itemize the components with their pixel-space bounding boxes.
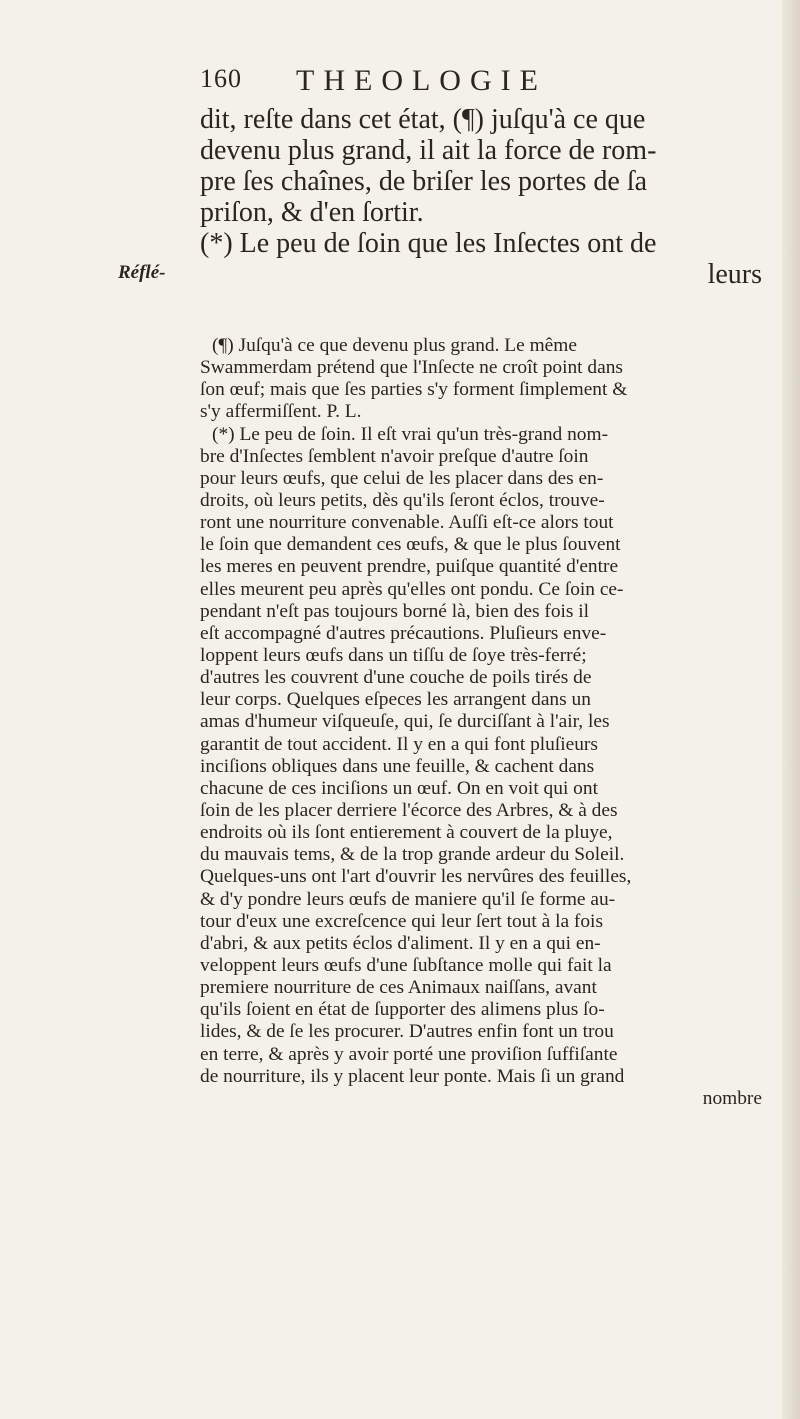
footnote-line: premiere nourriture de ces Animaux naiſſans, avant (200, 977, 597, 999)
footnote-line: tour d'eux une excreſcence qui leur ſert tout à la fois (200, 910, 603, 932)
catchword: leurs (707, 259, 762, 290)
footnote-line: elles meurent peu après qu'elles ont pondu. Ce ſoin ce- (200, 578, 624, 600)
footnote-line: pour leurs œufs, que celui de les placer dans des en- (200, 467, 604, 489)
footnote-line: veloppent leurs œufs d'une ſubſtance molle qui fait la (200, 954, 612, 976)
footnote-line: eſt accompagné d'autres précautions. Pluſieurs enve- (200, 622, 607, 644)
main-text (200, 104, 762, 290)
footnote-line: ſon œuf; mais que ſes parties s'y forment ſimplement & (200, 379, 628, 401)
footnote-line: en terre, & après y avoir porté une proviſion ſuffiſante (200, 1043, 618, 1065)
running-title: THEOLOGIE (296, 64, 547, 97)
footnote-line: droits, où leurs petits, dès qu'ils ſeront éclos, trouve- (200, 489, 605, 511)
footnote-line: garantit de tout accident. Il y en a qui font pluſieurs (200, 733, 598, 755)
main-text-line: priſon, & d'en ſortir. (200, 197, 424, 228)
footnote-line: d'abri, & aux petits éclos d'aliment. Il y en a qui en- (200, 932, 601, 954)
footnote-line: pendant n'eſt pas toujours borné là, bien des fois il (200, 600, 590, 622)
footnote-line: chacune de ces inciſions un œuf. On en voit qui ont (200, 777, 598, 799)
main-text-line: dit, reſte dans cet état, (¶) juſqu'à ce que (200, 104, 646, 135)
main-text-line: pre ſes chaînes, de briſer les portes de ſa (200, 166, 648, 197)
footnote-line: & d'y pondre leurs œufs de maniere qu'il ſe forme au- (200, 888, 616, 910)
footnote-line: Quelques-uns ont l'art d'ouvrir les nervûres des feuilles, (200, 866, 632, 888)
main-text-line: devenu plus grand, il ait la force de rom- (200, 135, 657, 166)
footnote-line: de nourriture, ils y placent leur ponte. Mais ſi un grand (200, 1065, 625, 1087)
footnote-line: bre d'Inſectes ſemblent n'avoir preſque d'autre ſoin (200, 445, 589, 467)
footnote-line: endroits où ils ſont entierement à couvert de la pluye, (200, 822, 613, 844)
page-header (200, 64, 760, 98)
margin-note: Réflé- (118, 262, 166, 283)
catchword: nombre (702, 1087, 762, 1109)
footnote-line: ſoin de les placer derriere l'écorce des Arbres, & à des (200, 799, 618, 821)
footnote-line: inciſions obliques dans une feuille, & cachent dans (200, 755, 595, 777)
footnotes (200, 335, 762, 1110)
footnote-line: amas d'humeur viſqueuſe, qui, ſe durciſſant à l'air, les (200, 711, 610, 733)
footnote-line: ront une nourriture convenable. Auſſi eſt-ce alors tout (200, 512, 614, 534)
footnote-line: du mauvais tems, & de la trop grande ardeur du Soleil. (200, 844, 625, 866)
footnote-line: leur corps. Quelques eſpeces les arrangent dans un (200, 689, 591, 711)
footnote-line: (*) Le peu de ſoin. Il eſt vrai qu'un très-grand nom- (212, 423, 609, 445)
footnote-line: d'autres les couvrent d'une couche de poils tirés de (200, 667, 592, 689)
footnote-line: loppent leurs œufs dans un tiſſu de ſoye très-ferré; (200, 644, 587, 666)
footnote-line: Swammerdam prétend que l'Inſecte ne croît point dans (200, 357, 623, 379)
main-text-line: (*) Le peu de ſoin que les Inſectes ont de (200, 228, 657, 259)
footnote-line: lides, & de ſe les procurer. D'autres enfin font un trou (200, 1021, 614, 1043)
page-number: 160 (200, 64, 242, 93)
footnote-line: s'y affermiſſent. P. L. (200, 401, 362, 423)
page-edge (782, 0, 800, 1419)
footnote-line: les meres en peuvent prendre, puiſque quantité d'entre (200, 556, 619, 578)
footnote-line: (¶) Juſqu'à ce que devenu plus grand. Le même (212, 335, 577, 356)
footnote-line: qu'ils ſoient en état de ſupporter des alimens plus ſo- (200, 999, 605, 1021)
footnote-line: le ſoin que demandent ces œufs, & que le plus ſouvent (200, 534, 621, 556)
